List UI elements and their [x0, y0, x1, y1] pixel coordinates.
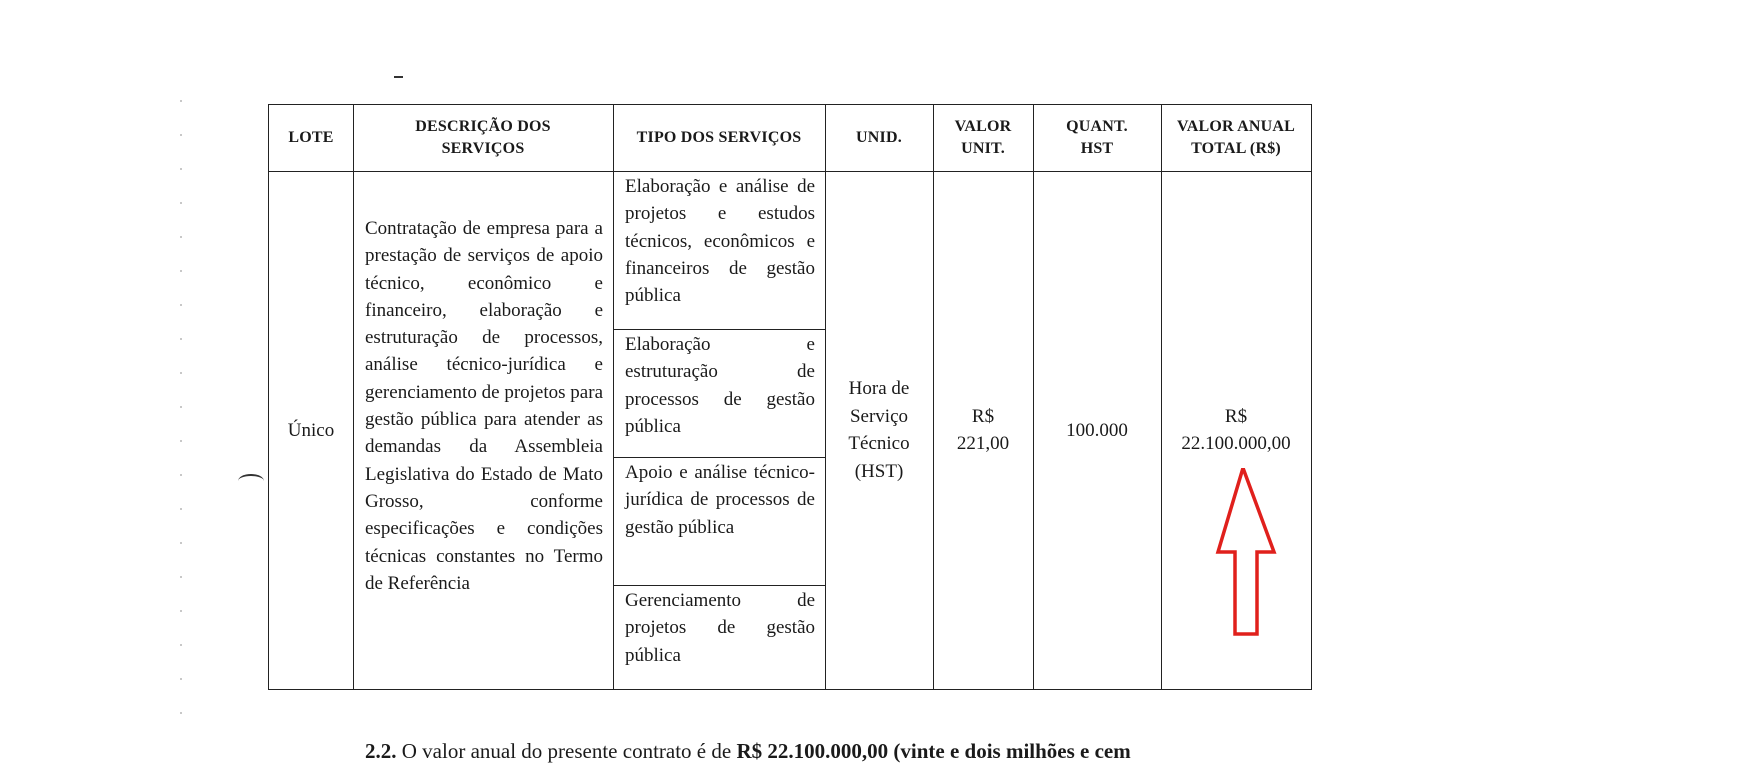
- column-divider: [613, 105, 614, 689]
- cell-tipo-3: Apoio e análise técnico-jurídica de processos de gestão pública: [625, 462, 815, 538]
- tipo-row-divider: [613, 585, 825, 586]
- clause-text: O valor anual do presente contrato é de: [396, 739, 737, 763]
- header-quant: QUANT. HST: [1066, 118, 1128, 157]
- cell-tipo-1: Elaboração e análise de projetos e estudos técnicos, econômicos e financeiros de gestão pública: [625, 176, 815, 307]
- cell-valor-unit: R$ 221,00: [956, 405, 1010, 454]
- cell-lote: Único: [287, 419, 335, 441]
- pricing-table: [268, 104, 1312, 690]
- header-tipo: TIPO DOS SERVIÇOS: [636, 129, 802, 146]
- tipo-row-divider: [613, 457, 825, 458]
- cell-descricao: Contratação de empresa para a prestação de serviços de apoio técnico, econômico e financeiro, elaboração e estruturação de processos, análise técnico-jurídica e gerenciamento de projetos para gestão pública para atender as demandas da Assembleia Legislativa do Estado de Mato Grosso, conforme especificações e condições técnicas constantes no Termo de Referência: [365, 218, 603, 594]
- cell-tipo-2: Elaboração e estruturação de processos de gestão pública: [625, 334, 815, 437]
- header-lote: LOTE: [288, 129, 334, 146]
- clause-number: 2.2.: [365, 739, 397, 763]
- cell-quant: 100.000: [1066, 419, 1128, 441]
- cell-unid: Hora de Serviço Técnico (HST): [848, 378, 910, 482]
- scan-margin-dots: [180, 100, 182, 720]
- up-arrow-icon: [1214, 468, 1304, 640]
- cell-valor-anual: R$ 22.100.000,00: [1181, 405, 1291, 454]
- header-valor-unit: VALOR UNIT.: [954, 118, 1012, 157]
- header-unid: UNID.: [856, 129, 902, 146]
- scan-arc-mark: [238, 474, 264, 488]
- clause-value-bold: R$ 22.100.000,00 (vinte e dois milhões e cem: [736, 739, 1131, 763]
- contract-value-paragraph: [365, 738, 1131, 764]
- header-descricao: DESCRIÇÃO DOS SERVIÇOS: [415, 118, 551, 157]
- header-valor-anual: VALOR ANUAL TOTAL (R$): [1177, 118, 1295, 157]
- column-divider: [353, 105, 354, 689]
- tipo-row-divider: [613, 329, 825, 330]
- cell-tipo-4: Gerenciamento de projetos de gestão pública: [625, 590, 815, 666]
- scan-dash-mark: [394, 76, 403, 78]
